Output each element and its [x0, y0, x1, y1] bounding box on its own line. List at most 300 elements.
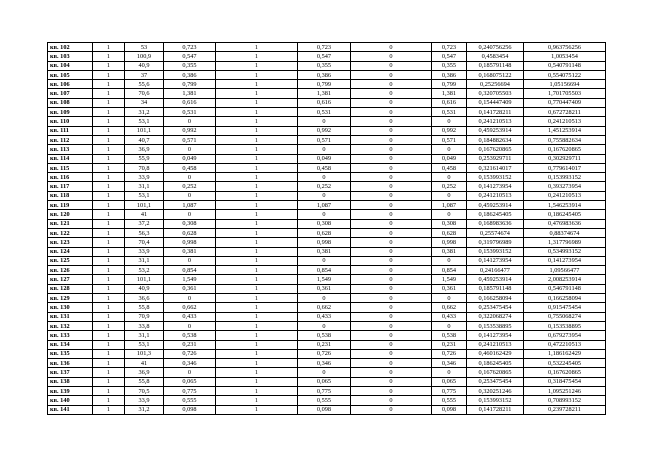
apartment-number-cell: кв. 104 [48, 61, 93, 70]
apartment-number-cell: кв. 138 [48, 377, 93, 386]
col-2-cell: 1 [93, 135, 125, 144]
col-6-cell: 0 [298, 321, 351, 330]
area-cell: 33,8 [125, 321, 164, 330]
area-cell: 31,1 [125, 256, 164, 265]
col-7-cell: 0 [351, 275, 432, 284]
area-cell: 70,6 [125, 89, 164, 98]
col-9-cell: 0,4583454 [467, 52, 524, 61]
col-9-cell: 0,459253914 [467, 126, 524, 135]
col-7-cell: 0 [351, 163, 432, 172]
total-cell: 0,770447409 [524, 98, 606, 107]
col-8-cell: 0,854 [432, 266, 467, 275]
col-6-cell: 0,458 [298, 163, 351, 172]
area-cell: 31,1 [125, 182, 164, 191]
col-8-cell: 0,616 [432, 98, 467, 107]
total-cell: 1,186162429 [524, 349, 606, 358]
col-5-cell: 1 [216, 182, 298, 191]
table-row [48, 61, 606, 70]
col-6-cell: 0,049 [298, 154, 351, 163]
col-9-cell: 0,459253914 [467, 201, 524, 210]
col-9-cell: 0,167620865 [467, 368, 524, 377]
col-6-cell: 0,547 [298, 52, 351, 61]
apartment-number-cell: кв. 117 [48, 182, 93, 191]
col-9-cell: 0,321614017 [467, 163, 524, 172]
area-cell: 70,5 [125, 386, 164, 395]
total-cell: 1,05156694 [524, 80, 606, 89]
table-row [48, 386, 606, 395]
col-9-cell: 0,322068274 [467, 312, 524, 321]
apartment-number-cell: кв. 123 [48, 238, 93, 247]
col-4-cell: 0,998 [164, 238, 216, 247]
col-8-cell: 0,433 [432, 312, 467, 321]
col-5-cell: 1 [216, 405, 298, 414]
col-5-cell: 1 [216, 284, 298, 293]
apartment-number-cell: кв. 114 [48, 154, 93, 163]
col-4-cell: 0,723 [164, 43, 216, 52]
col-8-cell: 0 [432, 256, 467, 265]
apartment-number-cell: кв. 126 [48, 266, 93, 275]
table-row [48, 256, 606, 265]
col-7-cell: 0 [351, 256, 432, 265]
total-cell: 1,546253914 [524, 201, 606, 210]
col-4-cell: 0,346 [164, 359, 216, 368]
apartment-number-cell: кв. 121 [48, 219, 93, 228]
table-row [48, 173, 606, 182]
col-2-cell: 1 [93, 89, 125, 98]
table-row [48, 247, 606, 256]
total-cell: 0,755068274 [524, 312, 606, 321]
col-8-cell: 0 [432, 191, 467, 200]
table-row [48, 43, 606, 52]
col-5-cell: 1 [216, 349, 298, 358]
col-8-cell: 0,308 [432, 219, 467, 228]
col-5-cell: 1 [216, 368, 298, 377]
area-cell: 101,1 [125, 126, 164, 135]
total-cell: 0,755882634 [524, 135, 606, 144]
col-9-cell: 0,24166477 [467, 266, 524, 275]
col-2-cell: 1 [93, 266, 125, 275]
col-4-cell: 0 [164, 210, 216, 219]
col-6-cell: 0,726 [298, 349, 351, 358]
area-cell: 55,8 [125, 303, 164, 312]
col-8-cell: 0,361 [432, 284, 467, 293]
col-2-cell: 1 [93, 359, 125, 368]
col-9-cell: 0,168075122 [467, 70, 524, 79]
col-4-cell: 0,662 [164, 303, 216, 312]
apartment-number-cell: кв. 125 [48, 256, 93, 265]
col-5-cell: 1 [216, 210, 298, 219]
total-cell: 0,915475454 [524, 303, 606, 312]
total-cell: 0,167620865 [524, 368, 606, 377]
col-9-cell: 0,166258094 [467, 294, 524, 303]
col-4-cell: 0,098 [164, 405, 216, 414]
col-7-cell: 0 [351, 228, 432, 237]
col-7-cell: 0 [351, 191, 432, 200]
col-5-cell: 1 [216, 89, 298, 98]
table-row [48, 359, 606, 368]
total-cell: 0,166258094 [524, 294, 606, 303]
area-cell: 70,8 [125, 163, 164, 172]
col-4-cell: 0,726 [164, 349, 216, 358]
apartment-number-cell: кв. 112 [48, 135, 93, 144]
apartment-number-cell: кв. 136 [48, 359, 93, 368]
col-9-cell: 0,141728211 [467, 405, 524, 414]
col-8-cell: 0,049 [432, 154, 467, 163]
col-4-cell: 0,616 [164, 98, 216, 107]
col-9-cell: 0,153538895 [467, 321, 524, 330]
col-7-cell: 0 [351, 80, 432, 89]
col-4-cell: 0,775 [164, 386, 216, 395]
col-2-cell: 1 [93, 117, 125, 126]
col-2-cell: 1 [93, 61, 125, 70]
total-cell: 0,153538895 [524, 321, 606, 330]
apartment-number-cell: кв. 135 [48, 349, 93, 358]
col-6-cell: 0 [298, 191, 351, 200]
col-9-cell: 0,185791148 [467, 61, 524, 70]
col-9-cell: 0,460162429 [467, 349, 524, 358]
col-9-cell: 0,240756256 [467, 43, 524, 52]
area-cell: 40,9 [125, 61, 164, 70]
col-9-cell: 0,186245405 [467, 359, 524, 368]
col-4-cell: 0,799 [164, 80, 216, 89]
col-5-cell: 1 [216, 145, 298, 154]
col-7-cell: 0 [351, 266, 432, 275]
table-row [48, 396, 606, 405]
area-cell: 55,6 [125, 80, 164, 89]
col-8-cell: 0 [432, 210, 467, 219]
apartment-number-cell: кв. 111 [48, 126, 93, 135]
col-8-cell: 0,346 [432, 359, 467, 368]
table-row [48, 275, 606, 284]
table-row [48, 98, 606, 107]
col-6-cell: 0,628 [298, 228, 351, 237]
col-6-cell: 0,571 [298, 135, 351, 144]
col-7-cell: 0 [351, 303, 432, 312]
col-4-cell: 0,381 [164, 247, 216, 256]
apartment-number-cell: кв. 105 [48, 70, 93, 79]
area-cell: 36,6 [125, 294, 164, 303]
col-6-cell: 0,098 [298, 405, 351, 414]
apartment-number-cell: кв. 129 [48, 294, 93, 303]
apartment-number-cell: кв. 139 [48, 386, 93, 395]
col-8-cell: 0,775 [432, 386, 467, 395]
col-5-cell: 1 [216, 163, 298, 172]
col-6-cell: 0 [298, 145, 351, 154]
col-6-cell: 0,998 [298, 238, 351, 247]
total-cell: 0,532245405 [524, 359, 606, 368]
col-7-cell: 0 [351, 359, 432, 368]
col-9-cell: 0,153993152 [467, 173, 524, 182]
total-cell: 1,095251246 [524, 386, 606, 395]
table-row [48, 52, 606, 61]
area-cell: 100,9 [125, 52, 164, 61]
col-5-cell: 1 [216, 43, 298, 52]
col-6-cell: 0,308 [298, 219, 351, 228]
col-2-cell: 1 [93, 201, 125, 210]
col-5-cell: 1 [216, 219, 298, 228]
apartment-number-cell: кв. 110 [48, 117, 93, 126]
col-8-cell: 0,065 [432, 377, 467, 386]
total-cell: 1,317796989 [524, 238, 606, 247]
col-6-cell: 0 [298, 210, 351, 219]
col-8-cell: 0 [432, 321, 467, 330]
col-8-cell: 0,458 [432, 163, 467, 172]
table-row [48, 331, 606, 340]
col-6-cell: 1,087 [298, 201, 351, 210]
col-8-cell: 0 [432, 145, 467, 154]
area-cell: 55,8 [125, 377, 164, 386]
col-7-cell: 0 [351, 117, 432, 126]
col-6-cell: 0 [298, 117, 351, 126]
col-9-cell: 0,141273954 [467, 331, 524, 340]
col-4-cell: 0,538 [164, 331, 216, 340]
col-8-cell: 0,547 [432, 52, 467, 61]
col-2-cell: 1 [93, 43, 125, 52]
area-cell: 40,7 [125, 135, 164, 144]
col-4-cell: 0,433 [164, 312, 216, 321]
apartment-number-cell: кв. 141 [48, 405, 93, 414]
area-cell: 53,1 [125, 117, 164, 126]
apartment-number-cell: кв. 108 [48, 98, 93, 107]
total-cell: 0,141273954 [524, 256, 606, 265]
col-5-cell: 1 [216, 173, 298, 182]
col-4-cell: 0,628 [164, 228, 216, 237]
col-6-cell: 0,555 [298, 396, 351, 405]
col-6-cell: 0,662 [298, 303, 351, 312]
col-4-cell: 0 [164, 368, 216, 377]
col-7-cell: 0 [351, 312, 432, 321]
col-7-cell: 0 [351, 108, 432, 117]
area-cell: 53,2 [125, 266, 164, 275]
apartment-number-cell: кв. 137 [48, 368, 93, 377]
col-6-cell: 0,381 [298, 247, 351, 256]
col-4-cell: 0 [164, 321, 216, 330]
table-body [48, 43, 606, 415]
col-7-cell: 0 [351, 154, 432, 163]
area-cell: 33,9 [125, 173, 164, 182]
col-7-cell: 0 [351, 126, 432, 135]
col-9-cell: 0,168983636 [467, 219, 524, 228]
total-cell: 0,554075122 [524, 70, 606, 79]
area-cell: 36,9 [125, 145, 164, 154]
col-8-cell: 0,252 [432, 182, 467, 191]
col-5-cell: 1 [216, 70, 298, 79]
col-6-cell: 0 [298, 256, 351, 265]
table-row [48, 163, 606, 172]
col-7-cell: 0 [351, 98, 432, 107]
apartment-number-cell: кв. 115 [48, 163, 93, 172]
col-8-cell: 0,998 [432, 238, 467, 247]
area-cell: 53,1 [125, 340, 164, 349]
col-5-cell: 1 [216, 294, 298, 303]
col-5-cell: 1 [216, 228, 298, 237]
col-9-cell: 0,241210513 [467, 340, 524, 349]
table-row [48, 340, 606, 349]
apartment-number-cell: кв. 140 [48, 396, 93, 405]
col-6-cell: 1,381 [298, 89, 351, 98]
col-4-cell: 0,065 [164, 377, 216, 386]
col-4-cell: 0,252 [164, 182, 216, 191]
area-cell: 31,1 [125, 331, 164, 340]
col-9-cell: 0,25256694 [467, 80, 524, 89]
apartment-table [47, 42, 606, 415]
col-2-cell: 1 [93, 256, 125, 265]
apartment-number-cell: кв. 134 [48, 340, 93, 349]
col-7-cell: 0 [351, 368, 432, 377]
col-7-cell: 0 [351, 386, 432, 395]
col-4-cell: 0 [164, 294, 216, 303]
col-5-cell: 1 [216, 61, 298, 70]
col-2-cell: 1 [93, 396, 125, 405]
col-5-cell: 1 [216, 303, 298, 312]
col-6-cell: 0 [298, 368, 351, 377]
total-cell: 0,708993152 [524, 396, 606, 405]
col-7-cell: 0 [351, 340, 432, 349]
col-9-cell: 0,253929711 [467, 154, 524, 163]
area-cell: 40,9 [125, 284, 164, 293]
area-cell: 36,9 [125, 368, 164, 377]
col-4-cell: 0 [164, 191, 216, 200]
col-6-cell: 0,538 [298, 331, 351, 340]
col-7-cell: 0 [351, 377, 432, 386]
table-row [48, 284, 606, 293]
apartment-number-cell: кв. 106 [48, 80, 93, 89]
col-9-cell: 0,186245405 [467, 210, 524, 219]
table-row [48, 210, 606, 219]
area-cell: 53 [125, 43, 164, 52]
total-cell: 1,701705503 [524, 89, 606, 98]
col-8-cell: 0,662 [432, 303, 467, 312]
col-5-cell: 1 [216, 386, 298, 395]
col-5-cell: 1 [216, 312, 298, 321]
apartment-number-cell: кв. 132 [48, 321, 93, 330]
col-9-cell: 0,459253914 [467, 275, 524, 284]
col-4-cell: 0,547 [164, 52, 216, 61]
apartment-number-cell: кв. 128 [48, 284, 93, 293]
total-cell: 0,472210513 [524, 340, 606, 349]
col-5-cell: 1 [216, 359, 298, 368]
total-cell: 1,451253914 [524, 126, 606, 135]
col-4-cell: 0 [164, 145, 216, 154]
col-6-cell: 0,433 [298, 312, 351, 321]
col-8-cell: 0,381 [432, 247, 467, 256]
col-9-cell: 0,320251246 [467, 386, 524, 395]
col-9-cell: 0,241210513 [467, 117, 524, 126]
col-5-cell: 1 [216, 191, 298, 200]
area-cell: 70,4 [125, 238, 164, 247]
col-5-cell: 1 [216, 52, 298, 61]
col-5-cell: 1 [216, 154, 298, 163]
col-9-cell: 0,141273954 [467, 182, 524, 191]
area-cell: 56,3 [125, 228, 164, 237]
col-2-cell: 1 [93, 145, 125, 154]
col-7-cell: 0 [351, 396, 432, 405]
col-2-cell: 1 [93, 210, 125, 219]
col-4-cell: 0,231 [164, 340, 216, 349]
col-9-cell: 0,253475454 [467, 377, 524, 386]
table-row [48, 405, 606, 414]
col-7-cell: 0 [351, 210, 432, 219]
col-7-cell: 0 [351, 61, 432, 70]
col-5-cell: 1 [216, 80, 298, 89]
table-row [48, 368, 606, 377]
col-9-cell: 0,25574674 [467, 228, 524, 237]
col-8-cell: 0,799 [432, 80, 467, 89]
col-4-cell: 0 [164, 256, 216, 265]
col-6-cell: 0,854 [298, 266, 351, 275]
total-cell: 0,963756256 [524, 43, 606, 52]
table-row [48, 108, 606, 117]
total-cell: 0,318475454 [524, 377, 606, 386]
col-4-cell: 0,571 [164, 135, 216, 144]
col-4-cell: 1,087 [164, 201, 216, 210]
col-5-cell: 1 [216, 126, 298, 135]
total-cell: 0,672728211 [524, 108, 606, 117]
col-9-cell: 0,153993152 [467, 247, 524, 256]
col-7-cell: 0 [351, 182, 432, 191]
col-2-cell: 1 [93, 98, 125, 107]
col-7-cell: 0 [351, 219, 432, 228]
table-row [48, 80, 606, 89]
col-6-cell: 0,723 [298, 43, 351, 52]
table-row [48, 219, 606, 228]
col-8-cell: 1,087 [432, 201, 467, 210]
col-5-cell: 1 [216, 201, 298, 210]
col-7-cell: 0 [351, 349, 432, 358]
table-row [48, 238, 606, 247]
table-row [48, 201, 606, 210]
col-8-cell: 0,386 [432, 70, 467, 79]
col-5-cell: 1 [216, 340, 298, 349]
area-cell: 33,9 [125, 396, 164, 405]
col-7-cell: 0 [351, 89, 432, 98]
total-cell: 0,153993152 [524, 173, 606, 182]
col-9-cell: 0,185791148 [467, 284, 524, 293]
area-cell: 55,9 [125, 154, 164, 163]
col-9-cell: 0,241210513 [467, 191, 524, 200]
area-cell: 70,9 [125, 312, 164, 321]
col-7-cell: 0 [351, 70, 432, 79]
table-row [48, 182, 606, 191]
area-cell: 53,1 [125, 191, 164, 200]
col-6-cell: 0,252 [298, 182, 351, 191]
total-cell: 0,540791148 [524, 61, 606, 70]
col-2-cell: 1 [93, 238, 125, 247]
col-2-cell: 1 [93, 284, 125, 293]
apartment-number-cell: кв. 124 [48, 247, 93, 256]
col-8-cell: 0,723 [432, 43, 467, 52]
table-row [48, 117, 606, 126]
col-9-cell: 0,167620865 [467, 145, 524, 154]
col-5-cell: 1 [216, 275, 298, 284]
col-8-cell: 0,355 [432, 61, 467, 70]
col-4-cell: 0,386 [164, 70, 216, 79]
table-row [48, 126, 606, 135]
col-8-cell: 0,726 [432, 349, 467, 358]
col-2-cell: 1 [93, 108, 125, 117]
col-2-cell: 1 [93, 368, 125, 377]
col-8-cell: 0,538 [432, 331, 467, 340]
col-6-cell: 0,992 [298, 126, 351, 135]
col-6-cell: 0,616 [298, 98, 351, 107]
col-5-cell: 1 [216, 247, 298, 256]
col-8-cell: 0 [432, 173, 467, 182]
col-7-cell: 0 [351, 145, 432, 154]
table-row [48, 349, 606, 358]
col-9-cell: 0,141273954 [467, 256, 524, 265]
total-cell: 0,393273954 [524, 182, 606, 191]
area-cell: 34 [125, 98, 164, 107]
